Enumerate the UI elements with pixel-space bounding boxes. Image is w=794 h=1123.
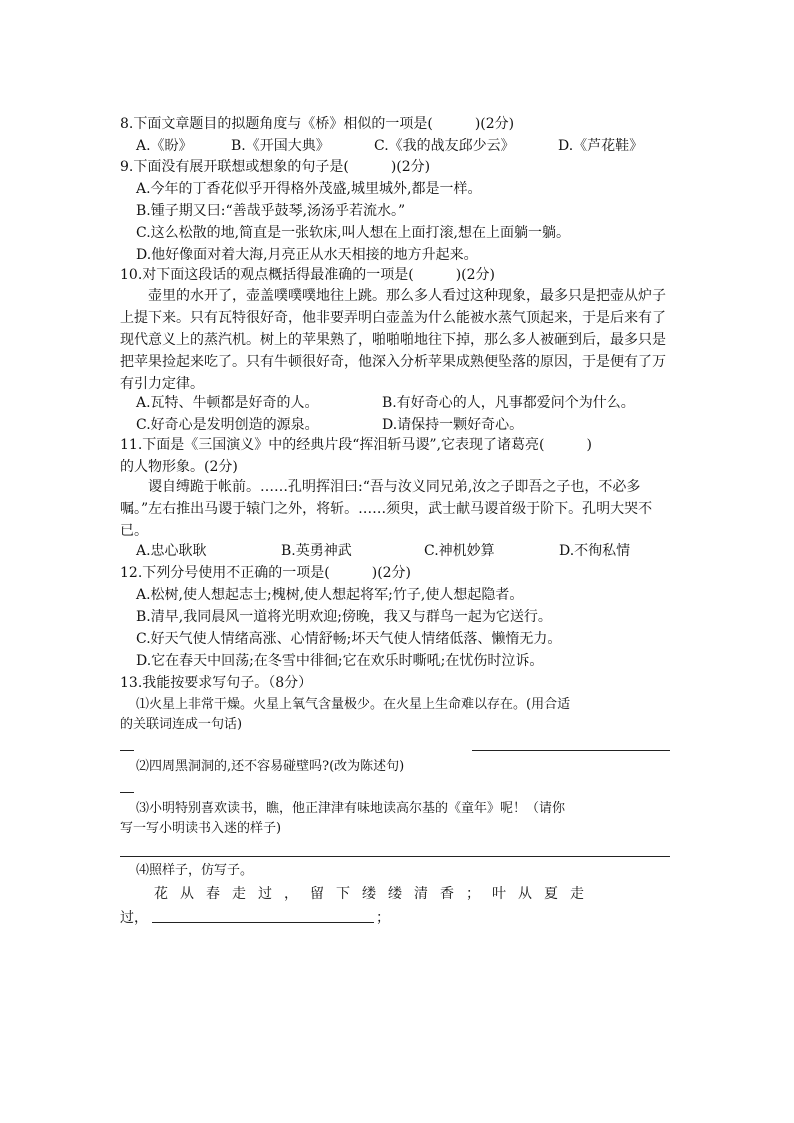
q12-option-c: C.好天气使人情绪高涨、心情舒畅;坏天气使人情绪低落、懒惰无力。 bbox=[136, 631, 562, 647]
q13-example-prefix: 过， bbox=[120, 910, 148, 926]
q11-option-b: B.英勇神武 bbox=[281, 543, 352, 559]
q11-options bbox=[136, 542, 676, 560]
q8-options bbox=[136, 137, 676, 155]
answer-line-2[interactable] bbox=[120, 792, 134, 793]
q9-option-c: C.这么松散的地,简直是一张软床,叫人想在上面打滚,想在上面躺一躺。 bbox=[136, 225, 571, 241]
q8-option-c: C.《我的战友邱少云》 bbox=[374, 138, 515, 154]
q10-options-row2 bbox=[136, 416, 676, 434]
q9-stem: 9.下面没有展开联想或想象的句子是( )(2分) bbox=[120, 159, 431, 175]
q11-option-a: A.忠心耿耿 bbox=[136, 543, 207, 559]
q13-sentence1-line1: ⑴火星上非常干燥。火星上氧气含量极少。在火星上生命难以存在。(用合适 bbox=[136, 697, 571, 712]
q11-option-c: C.神机妙算 bbox=[424, 543, 495, 559]
q13-example-suffix: ； bbox=[376, 910, 390, 926]
q13-sentence4: ⑷照样子，仿写子。 bbox=[136, 863, 254, 878]
q10-option-c: C.好奇心是发明创造的源泉。 bbox=[136, 417, 319, 433]
q8-stem: 8.下面文章题目的拟题角度与《桥》相似的一项是( )(2分) bbox=[120, 116, 515, 132]
q10-options-row1 bbox=[136, 394, 676, 412]
q13-example-line1: 花从春走过，留下缕缕清香；叶从夏走 bbox=[154, 886, 596, 902]
q10-option-d: D.请保持一颗好奇心。 bbox=[382, 417, 524, 433]
q13-sentence2: ⑵四周黑洞洞的,还不容易碰壁吗?(改为陈述句) bbox=[136, 759, 405, 774]
q11-stem-line1: 11.下面是《三国演义》中的经典片段“挥泪斩马谡”,它表现了诸葛亮( ) bbox=[120, 437, 592, 453]
q12-option-a: A.松树,使人想起志士;槐树,使人想起将军;竹子,使人想起隐者。 bbox=[136, 587, 524, 603]
q9-option-a: A.今年的丁香花似乎开得格外茂盛,城里城外,都是一样。 bbox=[136, 181, 482, 197]
answer-line-3[interactable] bbox=[120, 856, 670, 857]
q9-option-d: D.他好像面对着大海,月亮正从水天相接的地方升起来。 bbox=[136, 247, 478, 263]
q13-sentence3-line1: ⑶小明特别喜欢读书，瞧，他正津津有味地读高尔基的《童年》呢！（请你 bbox=[136, 801, 566, 816]
q12-option-d: D.它在春天中回荡;在冬雪中徘徊;它在欢乐时嘶吼;在忧伤时泣诉。 bbox=[136, 653, 544, 669]
q8-option-a: A.《盼》 bbox=[136, 138, 193, 154]
q12-option-b: B.清早,我同晨风一道将光明欢迎;傍晚，我又与群鸟一起为它送行。 bbox=[136, 609, 552, 625]
answer-line-1a[interactable] bbox=[120, 750, 134, 751]
q10-option-a: A.瓦特、牛顿都是好奇的人。 bbox=[136, 395, 319, 411]
q13-stem: 13.我能按要求写句子。（8分） bbox=[120, 675, 313, 691]
q13-sentence1-line2: 的关联词连成一句话) bbox=[120, 717, 243, 732]
q8-option-b: B.《开国大典》 bbox=[231, 138, 330, 154]
q11-option-d: D.不徇私情 bbox=[559, 543, 631, 559]
q9-option-b: B.锺子期又曰:“善哉乎鼓琴,汤汤乎若流水。” bbox=[136, 203, 406, 219]
answer-line-1b[interactable] bbox=[472, 750, 670, 751]
q10-option-b: B.有好奇心的人，凡事都爱问个为什么。 bbox=[382, 395, 635, 411]
q8-option-d: D.《芦花鞋》 bbox=[558, 138, 644, 154]
answer-line-4[interactable] bbox=[152, 922, 374, 923]
q11-passage: 谡自缚跪于帐前。……孔明挥泪曰:“吾与汝义同兄弟,汝之子即吾之子也，不必多嘱。”左右推出马谡于辕门之外，将斩。……须臾，武士献马谡首级于阶下。孔明大哭不已。 bbox=[120, 479, 653, 539]
q10-stem: 10.对下面这段话的观点概括得最准确的一项是( )(2分) bbox=[120, 267, 496, 283]
q12-stem: 12.下列分号使用不正确的一项是( )(2分) bbox=[120, 565, 412, 581]
q10-passage: 壶里的水开了，壶盖噗噗噗地往上跳。那么多人看过这种现象，最多只是把壶从炉子上提下来。只有瓦特很好奇，他非要弄明白壶盖为什么能被水蒸气顶起来，于是后来有了现代意义上的蒸汽机。树上的苹果熟了，啪啪啪地往下掉，那么多人被砸到后，最多只是把苹果捡起来吃了。只有牛顿很好奇，他深入分析苹果成熟便坠落的原因，于是便有了万有引力定律。 bbox=[120, 288, 666, 392]
q11-stem-line2: 的人物形象。(2分) bbox=[120, 459, 238, 475]
q13-sentence3-line2: 写一写小明读书入迷的样子) bbox=[120, 821, 282, 836]
